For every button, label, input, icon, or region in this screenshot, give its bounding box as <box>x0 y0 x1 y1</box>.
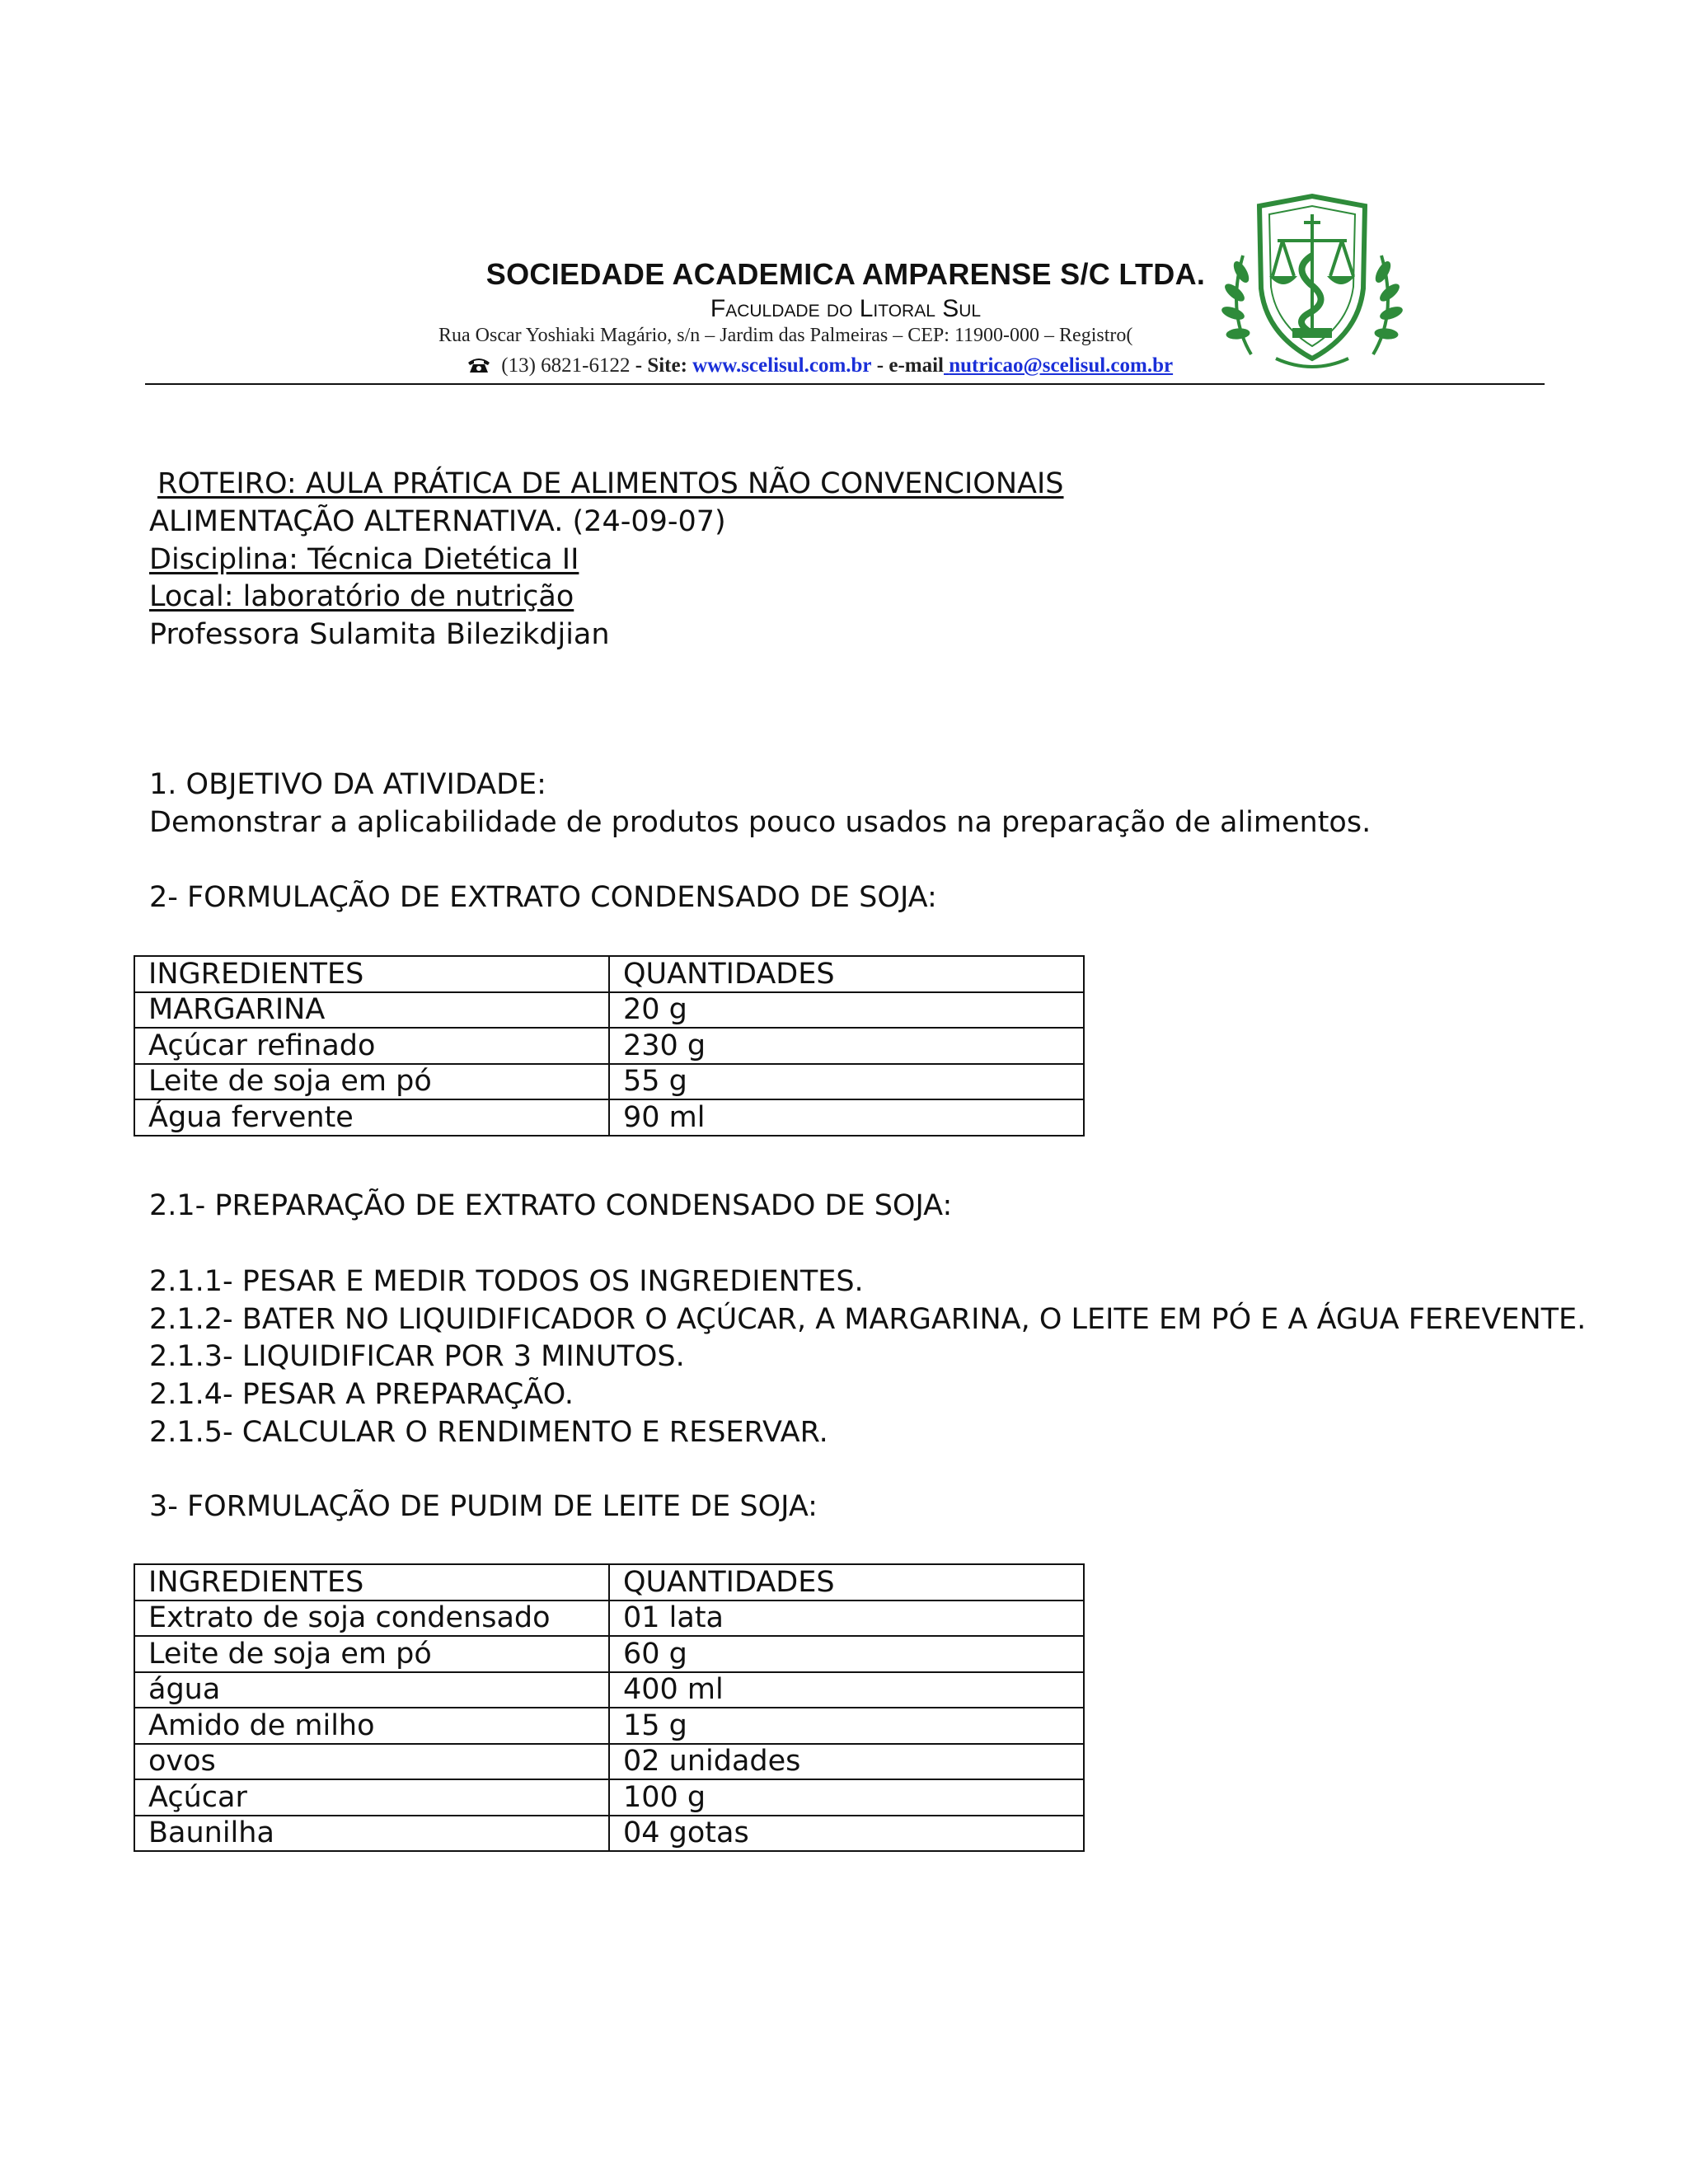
table-row <box>134 1816 1084 1852</box>
organization-name: SOCIEDADE ACADEMICA AMPARENSE S/C LTDA. <box>485 257 1206 291</box>
faculty-name: Faculdade do Litoral Sul <box>710 295 982 322</box>
quantity-cell: 04 gotas <box>609 1816 1084 1852</box>
quantity-cell: 55 g <box>609 1064 1084 1100</box>
table-row <box>134 1636 1084 1672</box>
telephone-icon <box>467 356 491 374</box>
step-item: 2.1.1- PESAR E MEDIR TODOS OS INGREDIENTES. <box>149 1265 864 1298</box>
table-row <box>134 1708 1084 1744</box>
site-link[interactable]: www.scelisul.com.br <box>692 354 872 377</box>
roteiro-title: ROTEIRO: AULA PRÁTICA DE ALIMENTOS NÃO CONVENCIONAIS <box>157 467 1064 500</box>
table-row <box>134 1744 1084 1780</box>
section1-text: Demonstrar a aplicabilidade de produtos pouco usados na preparação de alimentos. <box>149 806 1372 839</box>
step-item: 2.1.5- CALCULAR O RENDIMENTO E RESERVAR. <box>149 1416 828 1449</box>
quantity-cell: 01 lata <box>609 1601 1084 1637</box>
email-label: e-mail <box>889 354 944 377</box>
soy-condensed-extract-table <box>134 955 1085 1137</box>
table-row <box>134 1064 1084 1100</box>
professora-line: Professora Sulamita Bilezikdjian <box>149 618 610 651</box>
quantity-cell: 230 g <box>609 1028 1084 1064</box>
ingredient-cell: Açúcar <box>134 1779 609 1816</box>
quantity-cell: 100 g <box>609 1779 1084 1816</box>
table-header-cell: INGREDIENTES <box>134 1564 609 1601</box>
section3-heading: 3- FORMULAÇÃO DE PUDIM DE LEITE DE SOJA: <box>149 1490 818 1523</box>
ingredient-cell: Leite de soja em pó <box>134 1064 609 1100</box>
quantity-cell: 60 g <box>609 1636 1084 1672</box>
ingredient-cell: MARGARINA <box>134 992 609 1029</box>
section21-heading: 2.1- PREPARAÇÃO DE EXTRATO CONDENSADO DE SOJA: <box>149 1189 953 1222</box>
table-header-row <box>134 1564 1084 1601</box>
subtitle: ALIMENTAÇÃO ALTERNATIVA. (24-09-07) <box>149 505 726 538</box>
quantity-cell: 400 ml <box>609 1672 1084 1708</box>
header-divider <box>145 383 1545 385</box>
ingredient-cell: água <box>134 1672 609 1708</box>
ingredient-cell: ovos <box>134 1744 609 1780</box>
ingredient-cell: Açúcar refinado <box>134 1028 609 1064</box>
quantity-cell: 90 ml <box>609 1099 1084 1136</box>
phone-number: (13) 6821-6122 <box>501 354 631 377</box>
table-header-cell: QUANTIDADES <box>609 956 1084 992</box>
address-line: Rua Oscar Yoshiaki Magário, s/n – Jardim das Palmeiras – CEP: 11900-000 – Registro( <box>438 325 1133 346</box>
table-row <box>134 1779 1084 1816</box>
section1-heading: 1. OBJETIVO DA ATIVIDADE: <box>149 768 546 801</box>
table-row <box>134 1672 1084 1708</box>
section2-heading: 2- FORMULAÇÃO DE EXTRATO CONDENSADO DE SOJA: <box>149 881 937 914</box>
quantity-cell: 02 unidades <box>609 1744 1084 1780</box>
ingredient-cell: Leite de soja em pó <box>134 1636 609 1672</box>
local-line: Local: laboratório de nutrição <box>149 580 574 613</box>
table-row <box>134 1099 1084 1136</box>
site-label: Site: <box>647 354 687 377</box>
table-header-cell: QUANTIDADES <box>609 1564 1084 1601</box>
contact-line: (13) 6821-6122 - Site: www.scelisul.com.br - e-mail nutricao@scelisul.com.br <box>467 354 1218 377</box>
table-header-row <box>134 956 1084 992</box>
quantity-cell: 15 g <box>609 1708 1084 1744</box>
ingredient-cell: Baunilha <box>134 1816 609 1852</box>
table-row <box>134 1601 1084 1637</box>
soy-pudding-table <box>134 1563 1085 1852</box>
scales-of-justice-crest-icon <box>1218 190 1406 381</box>
table-row <box>134 1028 1084 1064</box>
table-header-cell: INGREDIENTES <box>134 956 609 992</box>
disciplina-line: Disciplina: Técnica Dietética II <box>149 543 579 576</box>
quantity-cell: 20 g <box>609 992 1084 1029</box>
step-item: 2.1.3- LIQUIDIFICAR POR 3 MINUTOS. <box>149 1340 685 1373</box>
ingredient-cell: Água fervente <box>134 1099 609 1136</box>
table-row <box>134 992 1084 1029</box>
ingredient-cell: Extrato de soja condensado <box>134 1601 609 1637</box>
step-item: 2.1.4- PESAR A PREPARAÇÃO. <box>149 1378 574 1411</box>
ingredient-cell: Amido de milho <box>134 1708 609 1744</box>
email-link[interactable]: nutricao@scelisul.com.br <box>949 354 1174 377</box>
step-item: 2.1.2- BATER NO LIQUIDIFICADOR O AÇÚCAR, A MARGARINA, O LEITE EM PÓ E A ÁGUA FEREVENTE. <box>149 1303 1587 1336</box>
